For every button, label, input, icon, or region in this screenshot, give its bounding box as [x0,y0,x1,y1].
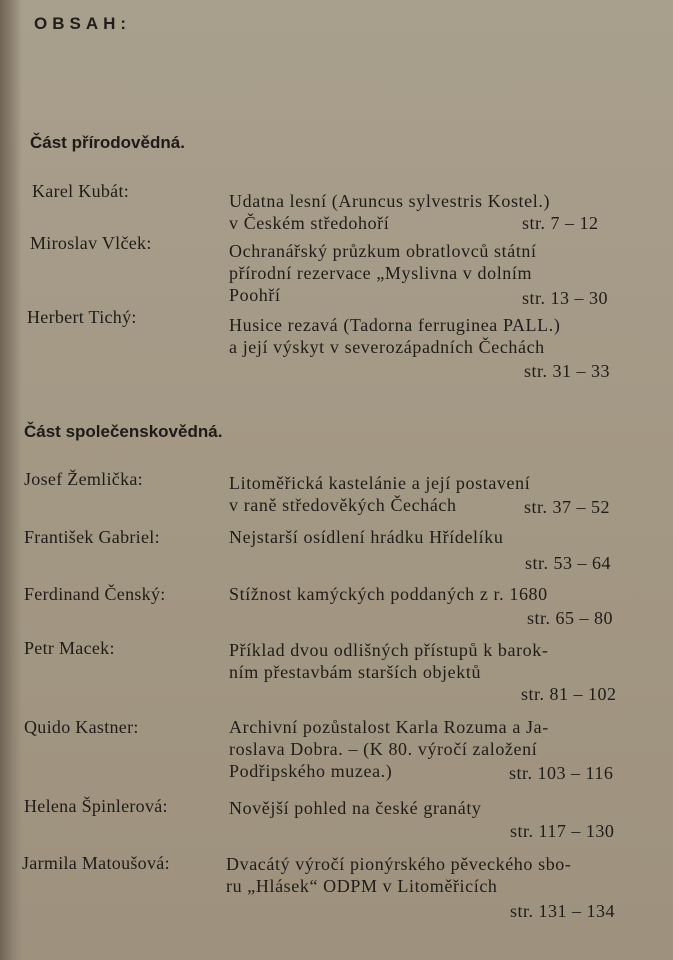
entry-title-line: Archivní pozůstalost Karla Rozuma a Ja- [229,717,549,737]
entry-title [229,639,629,683]
entry-title [229,583,629,605]
contents-heading: OBSAH: [34,14,132,33]
entry-author: Petr Macek: [24,638,115,658]
entry-title-line: Příklad dvou odlišných přístupů k barok- [229,640,549,660]
entry-title-line: Stížnost kamýckých poddaných z r. 1680 [229,584,548,604]
entry-title-line: ním přestavbám starších objektů [229,662,482,682]
entry-title-line: Poohří [229,285,281,305]
section-title-natural-sciences: Část přírodovědná. [30,133,185,152]
entry-title-line: Litoměřická kastelánie a její postavení [229,473,531,493]
entry-title [226,853,626,897]
entry-title-line: Nejstarší osídlení hrádku Hřídelíku [229,527,504,547]
entry-pages: str. 131 – 134 [510,901,616,921]
entry-author: Helena Špinlerová: [24,796,168,816]
entry-pages: str. 13 – 30 [522,288,609,308]
entry-title-line: ru „Hlásek“ ODPM v Litoměřicích [226,876,498,896]
entry-pages: str. 37 – 52 [524,497,611,517]
entry-title-line: a její výskyt v severozápadních Čechách [229,337,545,357]
entry-pages: str. 7 – 12 [522,213,599,233]
entry-author: Miroslav Vlček: [30,233,152,253]
entry-pages: str. 117 – 130 [510,821,615,841]
entry-title-line: Novější pohled na české granáty [229,798,482,818]
entry-title-line: Udatna lesní (Aruncus sylvestris Kostel.) [229,191,551,211]
entry-title-line: v Českém středohoří [229,213,390,233]
entry-author: Ferdinand Čenský: [24,584,166,604]
section-title-social-sciences: Část společenskovědná. [24,422,223,441]
entry-title-line: Husice rezavá (Tadorna ferruginea PALL.) [229,315,561,335]
entry-title-line: roslava Dobra. – (K 80. výročí založení [229,739,538,759]
entry-author: Jarmila Matoušová: [22,853,170,873]
entry-title [229,797,629,819]
entry-author: Quido Kastner: [24,717,139,737]
entry-author: František Gabriel: [24,527,160,547]
entry-author: Karel Kubát: [32,181,130,201]
entry-pages: str. 65 – 80 [527,608,614,628]
entry-pages: str. 31 – 33 [524,361,611,381]
entry-pages: str. 53 – 64 [525,553,612,573]
page-spine-shadow [0,0,22,960]
entry-title-line: Ochranářský průzkum obratlovců státní [229,241,537,261]
entry-pages: str. 81 – 102 [521,684,617,704]
entry-title-line: Dvacátý výročí pionýrského pěveckého sbo- [226,854,572,874]
entry-title-line: přírodní rezervace „Myslivna v dolním [229,263,533,283]
entry-title [229,526,629,548]
entry-pages: str. 103 – 116 [509,763,614,783]
entry-author: Josef Žemlička: [24,469,143,489]
entry-title-line: Podřipského muzea.) [229,761,393,781]
entry-title [229,314,629,358]
entry-title-line: v raně středověkých Čechách [229,495,457,515]
entry-author: Herbert Tichý: [27,307,137,327]
